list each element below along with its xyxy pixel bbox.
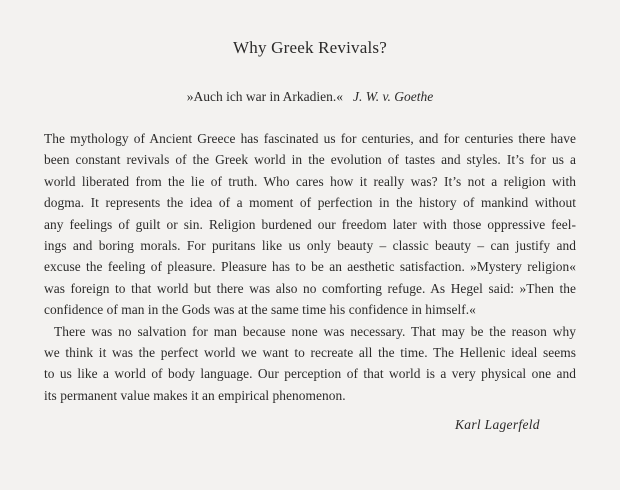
paragraph [44, 321, 576, 407]
text-line: world liberated from the lie of truth. Who cares how it really was? It’s not a religion with [44, 173, 576, 189]
text-line: The mythology of Ancient Greece has fascinated us for centuries, and for centuries there have [44, 131, 576, 146]
text-line: its permanent value makes it an empirical phenomenon. [44, 387, 346, 403]
text-line: ings and boring morals. For puritans like us only beauty – classic beauty – can justify and [44, 237, 576, 253]
page-title: Why Greek Revivals? [233, 38, 387, 57]
text-line: confidence of man in the Gods was at the same time his confidence in himself.« [44, 302, 476, 318]
paragraph [44, 128, 576, 321]
epigraph-quote: »Auch ich war in Arkadien.« [186, 89, 344, 104]
text-line: any feelings of guilt or sin. Religion burdened our freedom later with those oppressive feel- [44, 216, 576, 232]
text-line: to us like a world of body language. Our perception of that world is a very physical one and [44, 366, 576, 382]
text-line: we think it was the perfect world we want to recreate all the time. The Hellenic ideal seems [44, 344, 576, 360]
essay-body [44, 128, 576, 406]
text-line: dogma. It represents the idea of a moment of perfection in the history of mankind without [44, 195, 576, 211]
epigraph [0, 87, 620, 107]
text-line: was foreign to that world but there was also no comforting refuge. As Hegel said: »Then the [44, 280, 576, 296]
text-line: excuse the feeling of pleasure. Pleasure has to be an aesthetic satisfaction. »Mystery religion« [44, 259, 576, 275]
epigraph-author: J. W. v. Goethe [353, 89, 434, 104]
text-line: been constant revivals of the Greek world in the evolution of tastes and styles. It’s for us a [44, 152, 576, 168]
text-line: There was no salvation for man because none was necessary. That may be the reason why [54, 323, 576, 339]
author-signature: Karl Lagerfeld [455, 417, 540, 432]
